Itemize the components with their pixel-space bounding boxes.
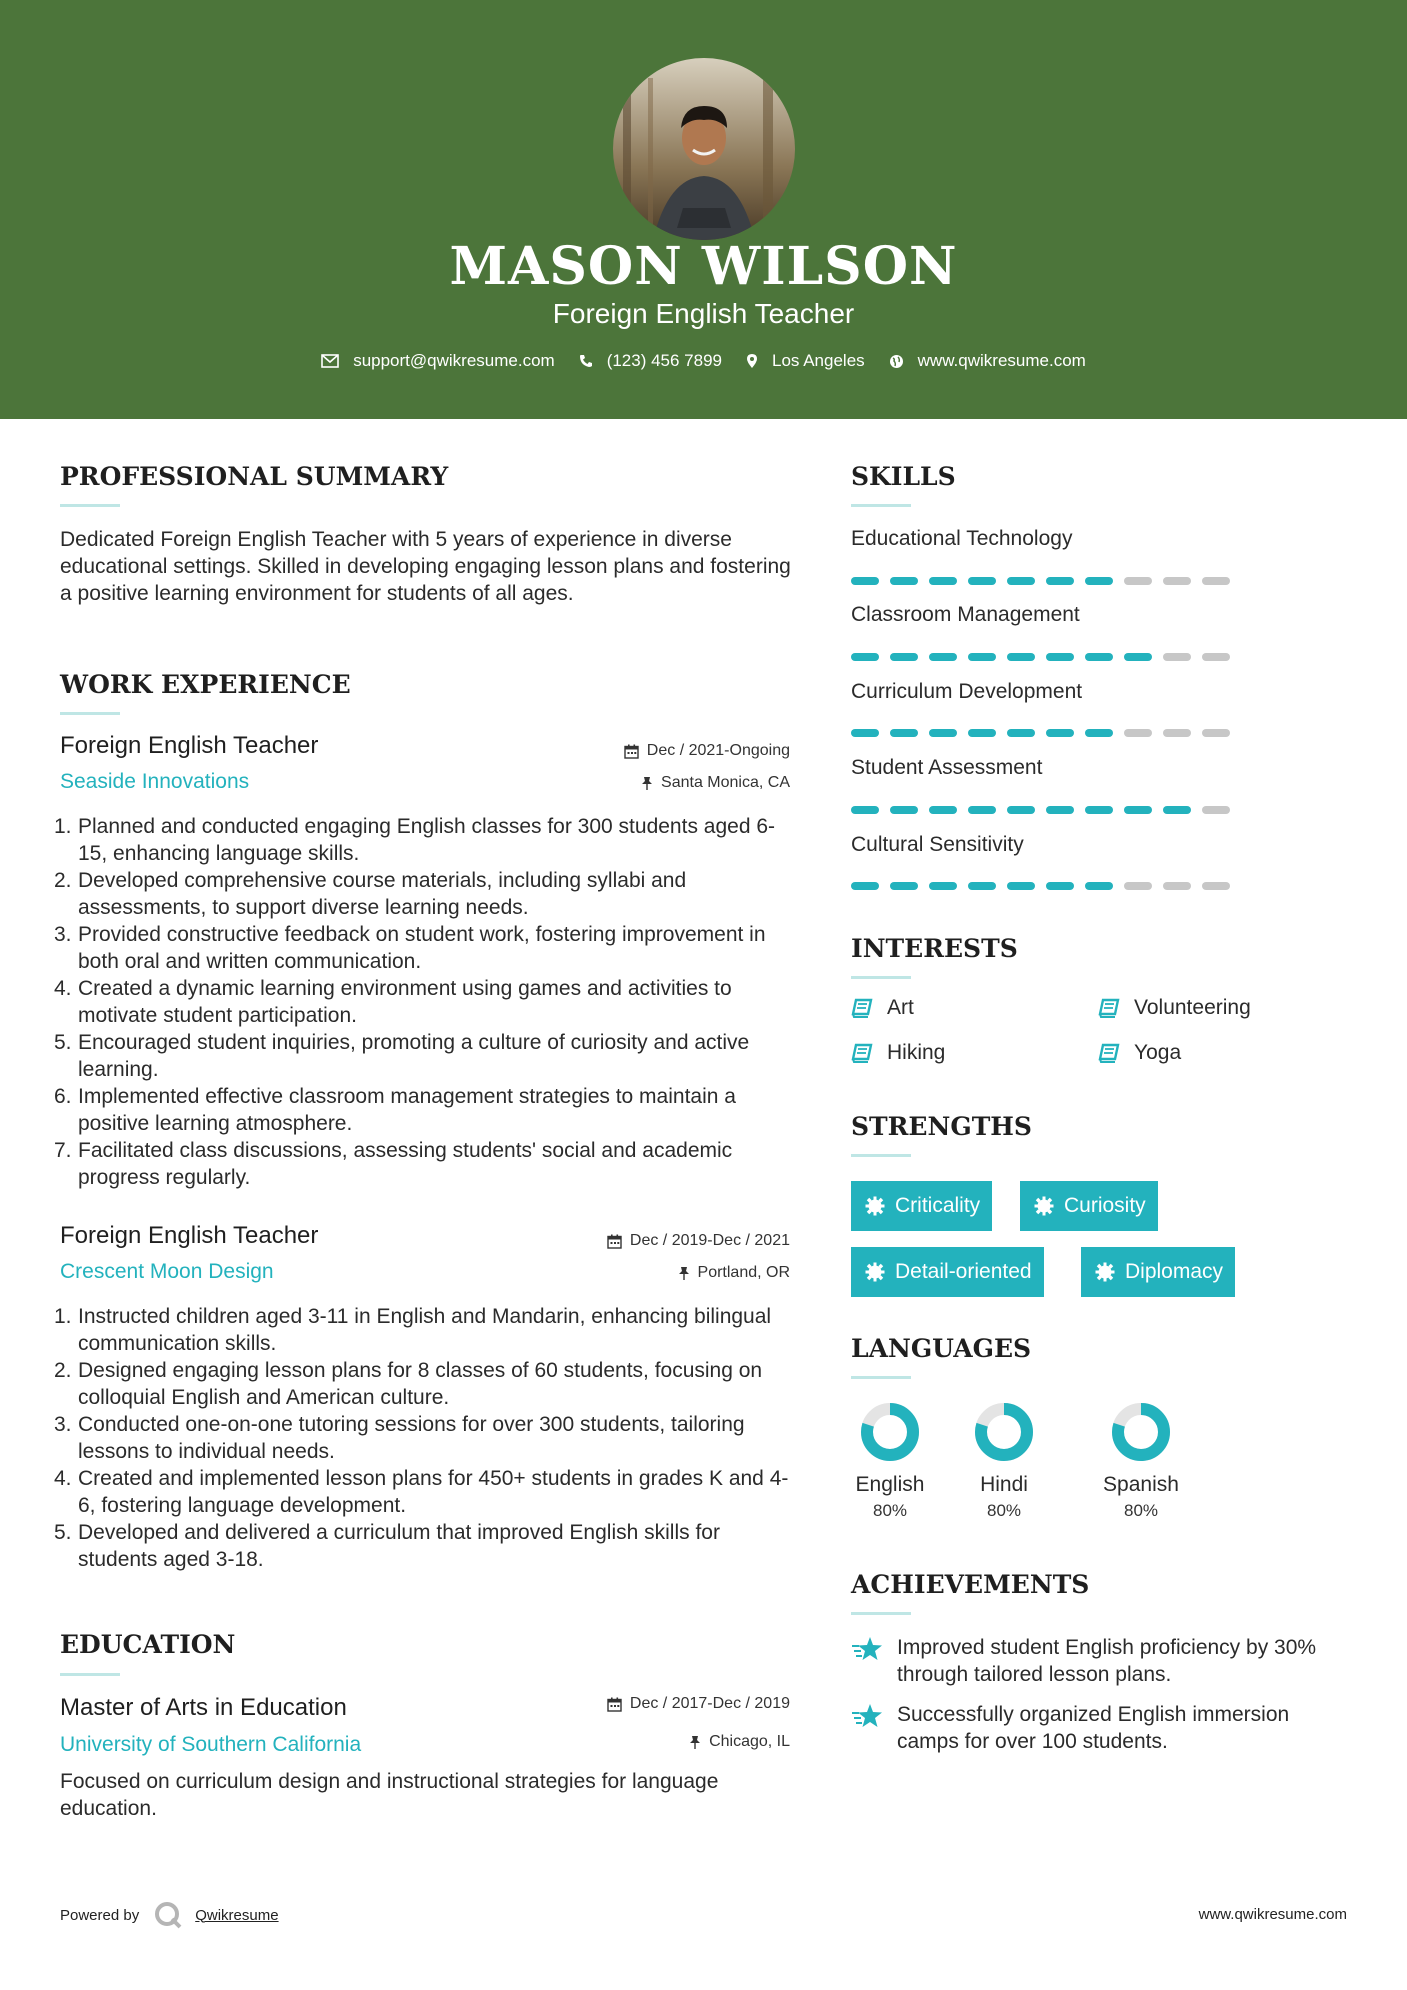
language-progress-ring [858,1400,922,1464]
contact-website[interactable] [889,351,1086,371]
job-dates [624,742,790,760]
achievement-item [851,1634,1351,1688]
achievements-heading: ACHIEVEMENTS [851,1570,1090,1599]
job-dates-text: Dec / 2021-Ongoing [646,742,790,759]
book-icon [851,1043,873,1063]
skill-dot [929,729,957,737]
email-text: support@qwikresume.com [353,351,555,370]
skill-dot [851,729,879,737]
skill-dot [968,806,996,814]
experience-heading: WORK EXPERIENCE [60,670,351,699]
list-item: 4. Created and implemented lesson plans for 450+ students in grades K and 4-6, fostering language development. [54,1467,789,1517]
map-pin-icon [746,353,758,369]
skill-dot [1046,653,1074,661]
globe-icon [889,354,904,369]
skill-dot [1085,577,1113,585]
skill-dot [890,729,918,737]
skill-dot [1007,653,1035,661]
skill-dot [1085,882,1113,890]
list-item: 6. Implemented effective classroom management strategies to maintain a positive learning atmosphere. [54,1085,736,1135]
candidate-name: MASON WILSON [449,236,958,297]
skill-dot [1124,882,1152,890]
skill-name: Educational Technology [851,527,1073,550]
skill-dot [968,729,996,737]
skill-rating [851,653,1241,661]
skill-dot [1163,577,1191,585]
skill-dot [1046,806,1074,814]
calendar-icon [607,1234,622,1249]
language-item [845,1400,935,1521]
section-underline [851,1376,911,1379]
education-heading: EDUCATION [60,1630,236,1659]
achievement-text: Successfully organized English immersion camps for over 100 students. [897,1703,1290,1753]
strengths-heading: STRENGTHS [851,1112,1032,1141]
list-item: 4. Created a dynamic learning environment using games and activities to motivate student participation. [54,977,732,1027]
list-item: 2. Designed engaging lesson plans for 8 classes of 60 students, focusing on colloquial English and American culture. [54,1359,763,1409]
section-underline [851,1612,911,1615]
location-text: Los Angeles [772,351,865,370]
website-text: www.qwikresume.com [917,351,1086,370]
footer-website[interactable]: www.qwikresume.com [1198,1906,1347,1923]
skill-rating [851,882,1241,890]
language-item [959,1400,1049,1521]
job-title: Foreign English Teacher [60,732,319,759]
section-underline [60,1673,120,1676]
language-percent: 80% [872,1501,908,1520]
summary-heading: PROFESSIONAL SUMMARY [60,462,449,491]
section-underline [60,504,120,507]
contact-bar [0,351,1407,371]
strength-badge [1020,1181,1158,1231]
skill-dot [1124,653,1152,661]
strength-label: Criticality [895,1194,981,1217]
skill-rating [851,729,1241,737]
skill-dot [1202,806,1230,814]
skill-dot [851,577,879,585]
skill-dot [1202,882,1230,890]
gear-badge-icon [1034,1196,1054,1216]
skill-dot [929,806,957,814]
list-item: 3. Provided constructive feedback on student work, fostering improvement in both oral and written communication. [54,923,766,973]
skill-dot [890,882,918,890]
job-bullets [54,813,800,1191]
language-name: English [855,1473,925,1496]
education-dates-text: Dec / 2017-Dec / 2019 [629,1695,790,1712]
languages-heading: LANGUAGES [851,1334,1032,1363]
achievement-item [851,1701,1351,1755]
skill-dot [1202,729,1230,737]
skill-dot [1085,653,1113,661]
interest-item [851,996,914,1020]
skill-dot [929,882,957,890]
skill-name: Classroom Management [851,603,1080,626]
education-dates [607,1695,790,1713]
skill-dot [1124,806,1152,814]
interest-item [851,1041,945,1065]
skill-dot [1046,577,1074,585]
strength-badge [851,1247,1044,1297]
skill-dot [1007,806,1035,814]
contact-email[interactable] [321,351,555,371]
summary-text: Dedicated Foreign English Teacher with 5 years of experience in diverse educational settings. Skilled in developing engaging lesson plans and fostering a positive learning environment for students of all ages. [60,528,791,605]
pushpin-icon [689,1735,701,1750]
skill-dot [929,653,957,661]
gear-badge-icon [865,1262,885,1282]
skills-heading: SKILLS [851,462,956,491]
skill-dot [851,653,879,661]
book-icon [1098,998,1120,1018]
job-location [641,774,790,792]
skill-name: Student Assessment [851,756,1043,779]
school-name: University of Southern California [60,1733,362,1756]
list-item: 7. Facilitated class discussions, assessing students' social and academic progress regularly. [54,1139,733,1189]
strength-label: Curiosity [1064,1194,1146,1217]
skill-name: Curriculum Development [851,680,1083,703]
pushpin-icon [678,1266,690,1281]
interest-label: Yoga [1134,1041,1182,1064]
achievement-text: Improved student English proficiency by 30% through tailored lesson plans. [897,1636,1317,1686]
skill-dot [1046,729,1074,737]
skill-dot [851,806,879,814]
skill-dot [929,577,957,585]
job-dates [607,1232,790,1250]
interest-item [1098,1041,1181,1065]
degree-title: Master of Arts in Education [60,1694,347,1721]
star-icon [851,1636,883,1662]
skill-dot [1046,882,1074,890]
pushpin-icon [641,776,653,791]
skill-dot [968,882,996,890]
company-name: Seaside Innovations [60,770,250,793]
candidate-title: Foreign English Teacher [552,298,855,329]
job-location [678,1264,790,1282]
interest-label: Art [887,996,914,1019]
language-name: Hindi [980,1473,1028,1496]
skill-dot [1163,653,1191,661]
section-underline [851,976,911,979]
qwikresume-link[interactable]: Qwikresume [195,1906,279,1924]
list-item: 2. Developed comprehensive course materials, including syllabi and assessments, to support diverse learning needs. [54,869,687,919]
skill-dot [1202,653,1230,661]
skill-dot [890,577,918,585]
skill-dot [1085,729,1113,737]
profile-photo [613,58,795,240]
skill-dot [890,653,918,661]
language-name: Spanish [1103,1473,1179,1496]
skill-dot [1202,577,1230,585]
strength-label: Diplomacy [1125,1260,1224,1283]
strength-badge [1081,1247,1235,1297]
skill-dot [1007,577,1035,585]
strength-badge [851,1181,992,1231]
job-bullets [54,1303,800,1573]
star-icon [851,1703,883,1729]
section-underline [851,504,911,507]
book-icon [851,998,873,1018]
education-location-text: Chicago, IL [709,1733,790,1750]
skill-dot [1007,729,1035,737]
phone-text: (123) 456 7899 [606,351,723,370]
education-description: Focused on curriculum design and instructional strategies for language education. [60,1770,719,1820]
interest-label: Hiking [887,1041,946,1064]
interest-label: Volunteering [1134,996,1251,1019]
skill-dot [1163,806,1191,814]
skill-dot [851,882,879,890]
envelope-icon [321,354,339,368]
interests-heading: INTERESTS [851,934,1018,963]
skill-rating [851,806,1241,814]
calendar-icon [607,1697,622,1712]
contact-phone[interactable] [579,351,722,371]
skill-dot [1085,806,1113,814]
book-icon [1098,1043,1120,1063]
phone-icon [579,354,593,368]
language-progress-ring [972,1400,1036,1464]
language-percent: 80% [1123,1501,1159,1520]
contact-location [746,351,865,371]
skill-name: Cultural Sensitivity [851,833,1024,856]
footer-powered-by [60,1900,279,1930]
language-percent: 80% [986,1501,1022,1520]
language-progress-ring [1109,1400,1173,1464]
list-item: 3. Conducted one-on-one tutoring sessions for over 300 students, tailoring lessons to individual needs. [54,1413,745,1463]
job-title: Foreign English Teacher [60,1222,319,1249]
skill-dot [968,653,996,661]
gear-badge-icon [865,1196,885,1216]
skill-dot [1163,729,1191,737]
skill-dot [1124,577,1152,585]
qwikresume-logo-icon [153,1900,183,1930]
job-location-text: Santa Monica, CA [661,774,790,791]
calendar-icon [624,744,639,759]
list-item: 5. Encouraged student inquiries, promoting a culture of curiosity and active learning. [54,1031,750,1081]
skill-dot [1007,882,1035,890]
job-dates-text: Dec / 2019-Dec / 2021 [629,1232,790,1249]
section-underline [60,712,120,715]
resume-header [0,0,1407,419]
company-name: Crescent Moon Design [60,1260,274,1283]
skill-dot [1124,729,1152,737]
list-item: 5. Developed and delivered a curriculum that improved English skills for students aged 3-18. [54,1521,720,1571]
language-item [1096,1400,1186,1521]
list-item: 1. Planned and conducted engaging English classes for 300 students aged 6-15, enhancing language skills. [54,815,775,865]
skill-dot [890,806,918,814]
education-location [689,1733,790,1751]
skill-rating [851,577,1241,585]
skill-dot [968,577,996,585]
skill-dot [1163,882,1191,890]
strength-label: Detail-oriented [895,1260,1032,1283]
gear-badge-icon [1095,1262,1115,1282]
interest-item [1098,996,1251,1020]
list-item: 1. Instructed children aged 3-11 in English and Mandarin, enhancing bilingual communication skills. [54,1305,772,1355]
job-location-text: Portland, OR [697,1264,790,1281]
section-underline [851,1154,911,1157]
powered-by-text: Powered by [60,1906,140,1924]
